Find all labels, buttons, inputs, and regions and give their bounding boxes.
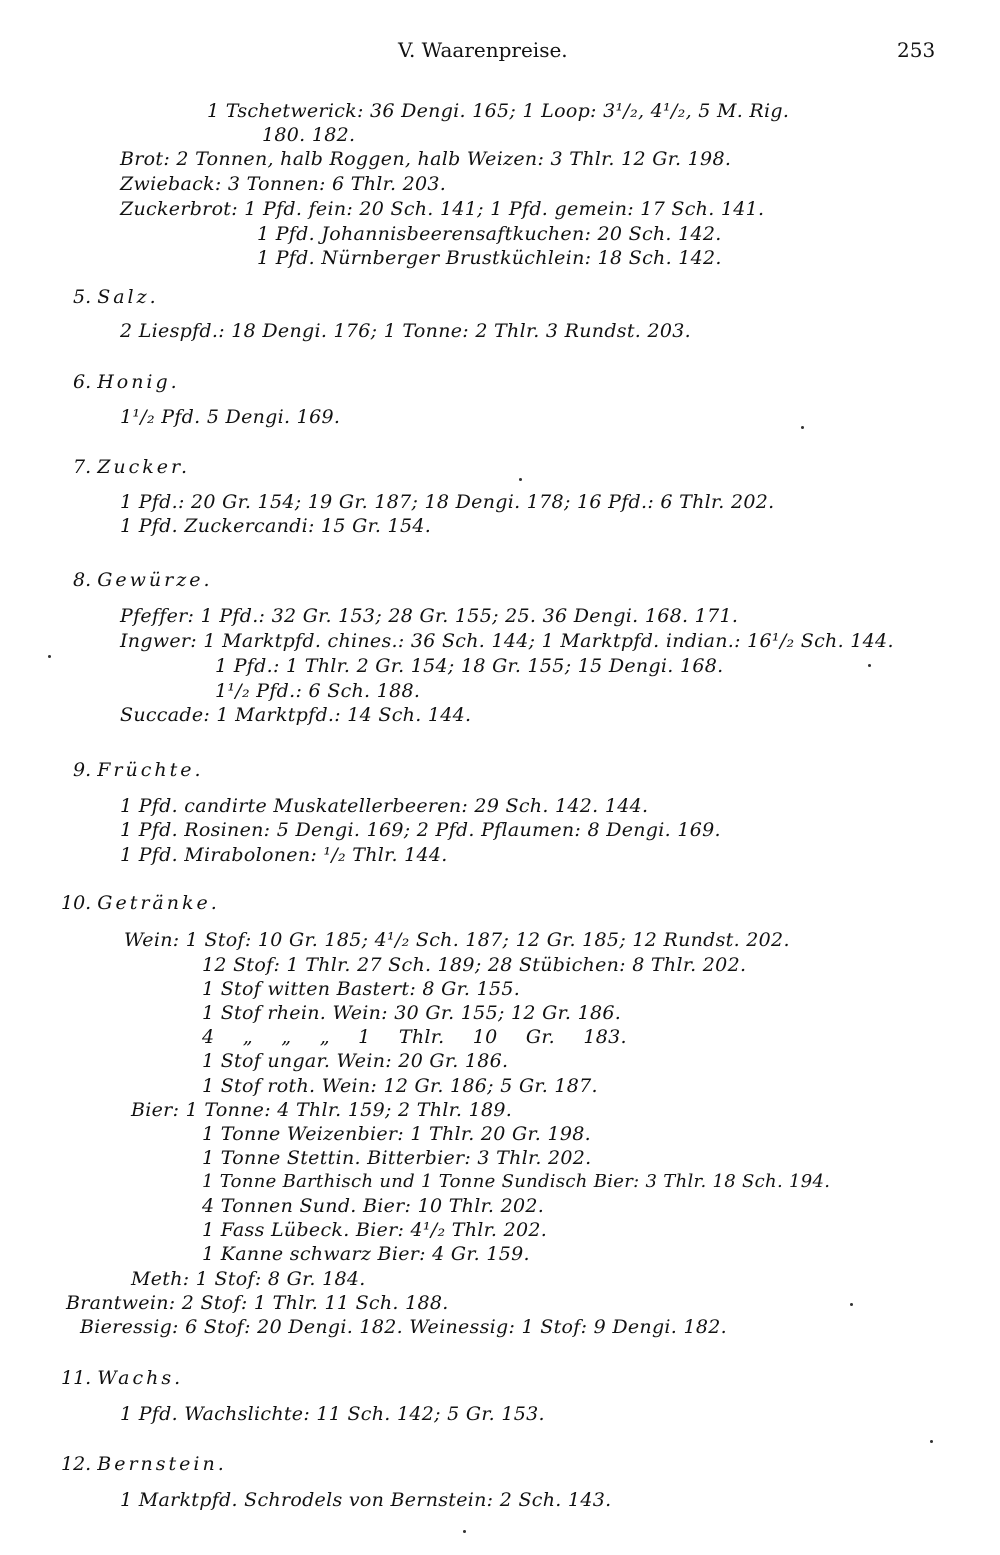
section-number: 8.: [73, 569, 92, 591]
scan-speck: [463, 1530, 466, 1533]
scan-speck: [519, 478, 522, 481]
scan-speck: [850, 1303, 853, 1306]
scan-speck: [48, 655, 51, 658]
text-line: Zuckerbrot: 1 Pfd. fein: 20 Sch. 141; 1 Pfd. gemein: 17 Sch. 141.: [120, 198, 765, 220]
text-line: 1 Pfd.: 20 Gr. 154; 19 Gr. 187; 18 Dengi. 178; 16 Pfd.: 6 Thlr. 202.: [120, 491, 775, 513]
text-line: 1 Stof rhein. Wein: 30 Gr. 155; 12 Gr. 186.: [202, 1002, 622, 1024]
text-line: 4 Tonnen Sund. Bier: 10 Thlr. 202.: [202, 1195, 545, 1217]
text-line: Ingwer: 1 Marktpfd. chines.: 36 Sch. 144; 1 Marktpfd. indian.: 16¹/₂ Sch. 144.: [120, 630, 894, 652]
text-line: Bieressig: 6 Stof: 20 Dengi. 182. Weinessig: 1 Stof: 9 Dengi. 182.: [80, 1316, 727, 1338]
text-line: 1 Tschetwerick: 36 Dengi. 165; 1 Loop: 3¹/₂, 4¹/₂, 5 M. Rig.: [207, 100, 790, 122]
text-line: Brot: 2 Tonnen, halb Roggen, halb Weizen: 3 Thlr. 12 Gr. 198.: [120, 148, 732, 170]
text-line: 4 „ „ „ 1 Thlr. 10 Gr. 183.: [202, 1026, 627, 1048]
text-line: Bier: 1 Tonne: 4 Thlr. 159; 2 Thlr. 189.: [131, 1099, 513, 1121]
section-heading: [61, 1369, 183, 1388]
section-heading: [61, 894, 220, 913]
section-title: Bernstein.: [97, 1453, 227, 1475]
text-line: 1 Stof roth. Wein: 12 Gr. 186; 5 Gr. 187.: [202, 1075, 598, 1097]
scan-speck: [801, 426, 804, 429]
text-line: 1 Tonne Barthisch und 1 Tonne Sundisch Bier: 3 Thlr. 18 Sch. 194.: [202, 1171, 831, 1192]
text-line: 1 Marktpfd. Schrodels von Bernstein: 2 Sch. 143.: [120, 1489, 612, 1511]
scan-speck: [930, 1440, 933, 1443]
text-line: 1¹/₂ Pfd. 5 Dengi. 169.: [120, 406, 341, 428]
section-number: 6.: [73, 371, 92, 393]
running-title: V. Waarenpreise.: [398, 38, 568, 62]
section-heading: [61, 1455, 227, 1474]
section-number: 10.: [61, 892, 92, 914]
text-line: Succade: 1 Marktpfd.: 14 Sch. 144.: [120, 704, 472, 726]
section-heading: [73, 288, 159, 307]
section-title: Zucker.: [97, 456, 191, 478]
page-number: 253: [897, 38, 936, 62]
section-title: Früchte.: [97, 759, 204, 781]
text-line: 180. 182.: [262, 124, 356, 146]
section-title: Wachs.: [97, 1367, 184, 1389]
text-line: Meth: 1 Stof: 8 Gr. 184.: [131, 1268, 366, 1290]
section-number: 12.: [61, 1453, 92, 1475]
text-line: 1 Tonne Weizenbier: 1 Thlr. 20 Gr. 198.: [202, 1123, 591, 1145]
text-line: 1 Pfd. Johannisbeerensaftkuchen: 20 Sch. 142.: [257, 223, 722, 245]
text-line: Pfeffer: 1 Pfd.: 32 Gr. 153; 28 Gr. 155; 25. 36 Dengi. 168. 171.: [120, 605, 739, 627]
text-line: 12 Stof: 1 Thlr. 27 Sch. 189; 28 Stübichen: 8 Thlr. 202.: [202, 954, 747, 976]
text-line: 1 Pfd. Wachslichte: 11 Sch. 142; 5 Gr. 153.: [120, 1403, 545, 1425]
text-line: 1 Stof ungar. Wein: 20 Gr. 186.: [202, 1050, 509, 1072]
section-number: 5.: [73, 286, 92, 308]
text-line: 1 Pfd. Zuckercandi: 15 Gr. 154.: [120, 515, 432, 537]
text-line: 1 Kanne schwarz Bier: 4 Gr. 159.: [202, 1243, 530, 1265]
section-number: 7.: [73, 456, 92, 478]
text-line: Zwieback: 3 Tonnen: 6 Thlr. 203.: [120, 173, 447, 195]
text-line: Brantwein: 2 Stof: 1 Thlr. 11 Sch. 188.: [66, 1292, 449, 1314]
text-line: 1¹/₂ Pfd.: 6 Sch. 188.: [215, 680, 421, 702]
section-title: Getränke.: [97, 892, 220, 914]
text-line: 1 Fass Lübeck. Bier: 4¹/₂ Thlr. 202.: [202, 1219, 548, 1241]
section-heading: [73, 571, 213, 590]
section-title: Salz.: [97, 286, 159, 308]
text-line: 1 Pfd. Nürnberger Brustküchlein: 18 Sch. 142.: [257, 247, 722, 269]
scan-speck: [868, 664, 871, 667]
section-number: 9.: [73, 759, 92, 781]
section-number: 11.: [61, 1367, 92, 1389]
text-line: 1 Pfd. candirte Muskatellerbeeren: 29 Sch. 142. 144.: [120, 795, 649, 817]
section-heading: [73, 761, 204, 780]
section-heading: [73, 373, 180, 392]
text-line: 1 Pfd. Rosinen: 5 Dengi. 169; 2 Pfd. Pflaumen: 8 Dengi. 169.: [120, 819, 721, 841]
text-line: Wein: 1 Stof: 10 Gr. 185; 4¹/₂ Sch. 187; 12 Gr. 185; 12 Rundst. 202.: [124, 929, 790, 951]
section-title: Honig.: [97, 371, 180, 393]
section-title: Gewürze.: [97, 569, 213, 591]
section-heading: [73, 458, 190, 477]
text-line: 1 Pfd. Mirabolonen: ¹/₂ Thlr. 144.: [120, 844, 448, 866]
text-line: 1 Tonne Stettin. Bitterbier: 3 Thlr. 202.: [202, 1147, 592, 1169]
text-line: 1 Stof witten Bastert: 8 Gr. 155.: [202, 978, 521, 1000]
text-line: 2 Liespfd.: 18 Dengi. 176; 1 Tonne: 2 Thlr. 3 Rundst. 203.: [120, 320, 691, 342]
text-line: 1 Pfd.: 1 Thlr. 2 Gr. 154; 18 Gr. 155; 15 Dengi. 168.: [215, 655, 724, 677]
